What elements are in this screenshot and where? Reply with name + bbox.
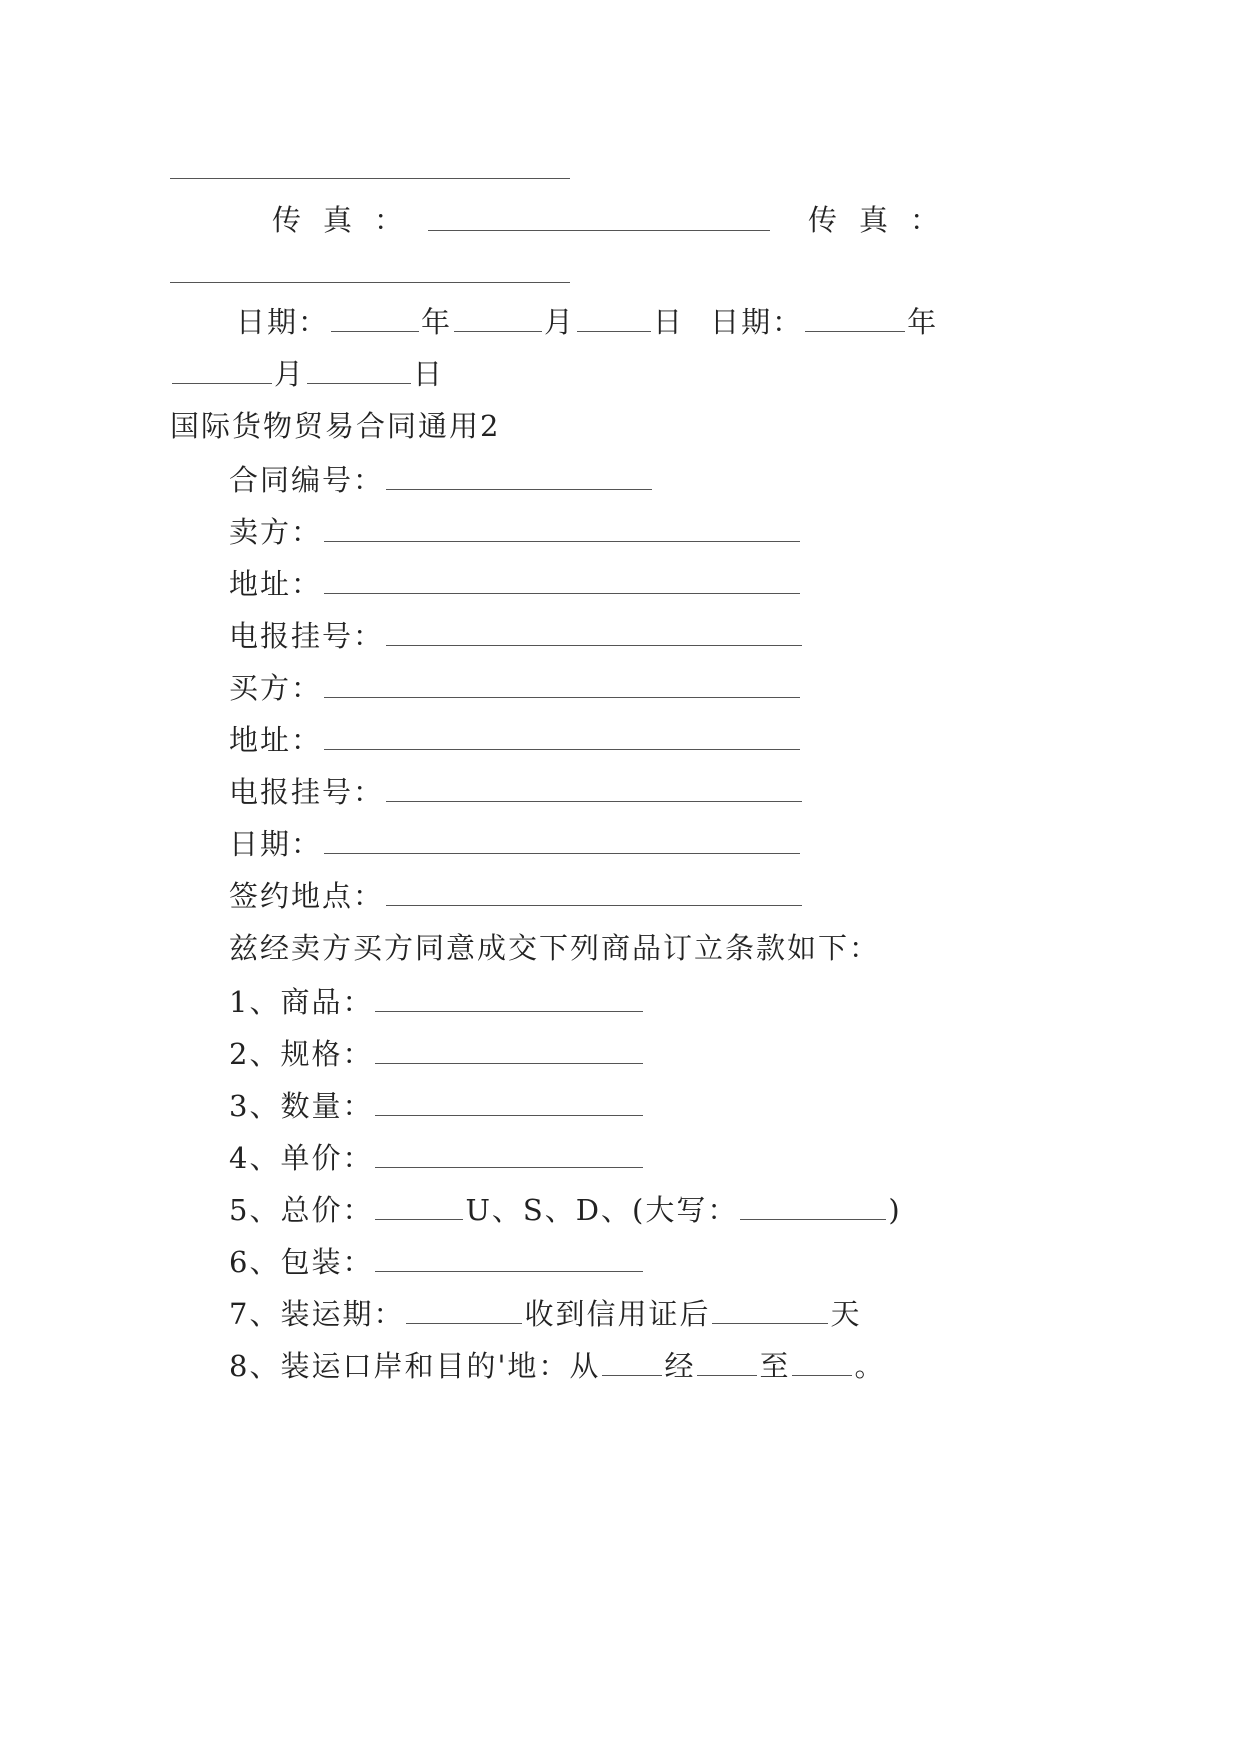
- buyer-blank[interactable]: [324, 671, 800, 698]
- port-from-blank[interactable]: [602, 1349, 662, 1376]
- buyer-address-line: [229, 720, 802, 760]
- date-blank[interactable]: [324, 827, 800, 854]
- date-label-right: 日期：: [710, 305, 804, 339]
- clause-8-end: 。: [854, 1349, 886, 1383]
- seller-address-line: [229, 564, 802, 604]
- month-label-left: 月: [544, 305, 576, 339]
- buyer-cable-label: 电报挂号：: [229, 775, 385, 809]
- buyer-label: 买方：: [229, 671, 323, 705]
- clause-6-line: [229, 1242, 645, 1282]
- day-label-left: 日: [653, 305, 685, 339]
- shipment-days-blank[interactable]: [712, 1297, 828, 1324]
- clause-8-line: [229, 1346, 885, 1386]
- buyer-address-blank[interactable]: [324, 723, 800, 750]
- fax-label-left: 传真：: [272, 203, 426, 237]
- clause-4-line: [229, 1138, 645, 1178]
- contract-no-label: 合同编号：: [229, 463, 385, 497]
- port-to-blank[interactable]: [792, 1349, 852, 1376]
- clause-5-currency: U、S、D、(大写：: [465, 1193, 739, 1227]
- signing-place-blank[interactable]: [386, 879, 802, 906]
- clause-3-label: 3、数量：: [229, 1089, 374, 1123]
- clause-7-mid: 收到信用证后: [524, 1297, 711, 1331]
- month-label-right: 月: [274, 357, 306, 391]
- section-title: 国际货物贸易合同通用2: [170, 409, 501, 443]
- unit-price-blank[interactable]: [375, 1141, 643, 1168]
- blank-rule-top: [170, 178, 570, 179]
- contract-no-line: [229, 460, 654, 500]
- buyer-address-label: 地址：: [229, 723, 323, 757]
- seller-cable-blank[interactable]: [386, 619, 802, 646]
- year-label-left: 年: [421, 305, 453, 339]
- clause-2-label: 2、规格：: [229, 1037, 374, 1071]
- clause-7-line: [229, 1294, 861, 1334]
- clause-3-line: [229, 1086, 645, 1126]
- clause-5-close: ): [888, 1193, 902, 1227]
- clause-2-line: [229, 1034, 645, 1074]
- clause-5-label: 5、总价：: [229, 1193, 374, 1227]
- signing-place-label: 签约地点：: [229, 879, 385, 913]
- clause-7-end: 天: [830, 1297, 862, 1331]
- buyer-cable-blank[interactable]: [386, 775, 802, 802]
- seller-line: [229, 512, 802, 552]
- commodity-blank[interactable]: [375, 985, 643, 1012]
- packing-blank[interactable]: [375, 1245, 643, 1272]
- signature-date-line: [236, 302, 938, 342]
- clause-5-line: [229, 1190, 902, 1230]
- year-blank-left[interactable]: [331, 305, 419, 332]
- fax-blank-continuation[interactable]: [170, 282, 570, 283]
- shipment-blank[interactable]: [406, 1297, 522, 1324]
- date-label-left: 日期：: [236, 305, 330, 339]
- year-label-right: 年: [907, 305, 939, 339]
- total-price-blank[interactable]: [375, 1193, 463, 1220]
- day-blank-left[interactable]: [577, 305, 651, 332]
- seller-cable-label: 电报挂号：: [229, 619, 385, 653]
- clause-7-label: 7、装运期：: [229, 1297, 405, 1331]
- year-blank-right[interactable]: [805, 305, 905, 332]
- total-price-words-blank[interactable]: [740, 1193, 886, 1220]
- clause-8-label: 8、装运口岸和目的'地：从: [229, 1349, 601, 1383]
- clause-6-label: 6、包装：: [229, 1245, 374, 1279]
- seller-blank[interactable]: [324, 515, 800, 542]
- day-label-right: 日: [413, 357, 445, 391]
- fax-blank-left[interactable]: [428, 230, 770, 231]
- quantity-blank[interactable]: [375, 1089, 643, 1116]
- seller-cable-line: [229, 616, 804, 656]
- fax-line-right: [808, 200, 961, 240]
- date-label: 日期：: [229, 827, 323, 861]
- month-blank-left[interactable]: [454, 305, 542, 332]
- specification-blank[interactable]: [375, 1037, 643, 1064]
- signing-place-line: [229, 876, 804, 916]
- fax-line: [272, 200, 425, 240]
- clause-1-line: [229, 982, 645, 1022]
- port-via-blank[interactable]: [697, 1349, 757, 1376]
- seller-label: 卖方：: [229, 515, 323, 549]
- day-blank-right[interactable]: [307, 357, 411, 384]
- buyer-line: [229, 668, 802, 708]
- seller-address-label: 地址：: [229, 567, 323, 601]
- fax-label-right: 传真：: [808, 203, 962, 237]
- clause-8-via: 经: [664, 1349, 696, 1383]
- contract-no-blank[interactable]: [386, 463, 652, 490]
- clause-4-label: 4、单价：: [229, 1141, 374, 1175]
- signature-date-line-2: [170, 354, 444, 394]
- date-line: [229, 824, 802, 864]
- month-blank-right[interactable]: [172, 357, 272, 384]
- clause-8-to: 至: [759, 1349, 791, 1383]
- buyer-cable-line: [229, 772, 804, 812]
- clause-1-label: 1、商品：: [229, 985, 374, 1019]
- intro-text: 兹经卖方买方同意成交下列商品订立条款如下：: [229, 931, 881, 965]
- seller-address-blank[interactable]: [324, 567, 800, 594]
